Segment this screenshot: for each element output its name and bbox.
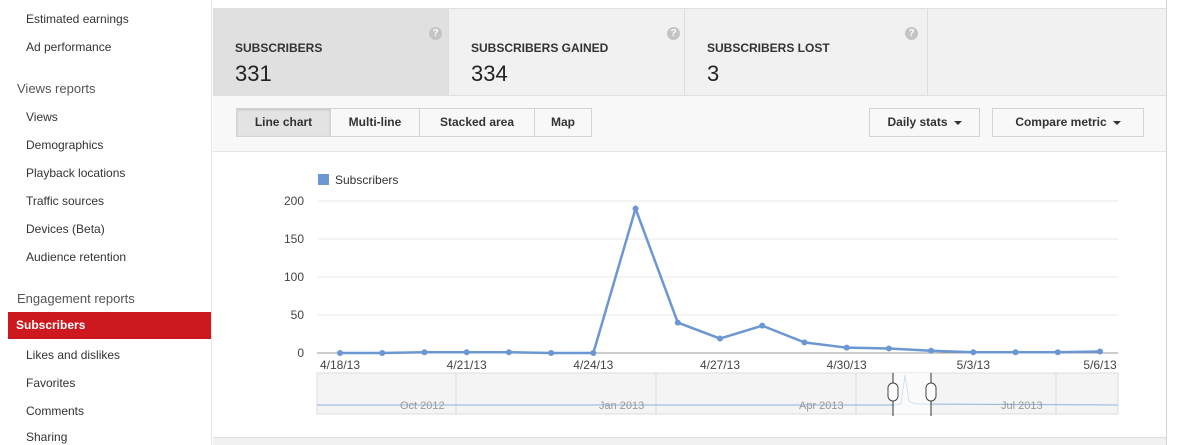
data-point[interactable] [675,320,681,326]
data-point[interactable] [590,350,596,356]
data-point[interactable] [379,350,385,356]
help-icon[interactable]: ? [429,27,442,40]
compare-metric-label: Compare metric [1015,115,1107,129]
sidebar-item-estimated-earnings[interactable]: Estimated earnings [26,12,129,26]
data-point[interactable] [506,349,512,355]
data-point[interactable] [548,350,554,356]
metric-label: SUBSCRIBERS [235,41,323,55]
sidebar-item-views[interactable]: Views [26,110,58,124]
y-tick-label: 50 [290,308,304,322]
sidebar-item-favorites[interactable]: Favorites [26,376,76,390]
page-border [1166,0,1167,445]
x-tick-label: 5/6/13 [1083,358,1117,372]
timeline-label: Jan 2013 [599,400,645,412]
sidebar [0,0,212,445]
data-point[interactable] [801,339,807,345]
daily-stats-label: Daily stats [887,115,948,129]
sidebar-item-likes-and-dislikes[interactable]: Likes and dislikes [26,348,121,362]
sidebar-item-devices[interactable]: Devices (Beta) [26,222,105,236]
y-tick-label: 150 [283,232,304,246]
x-tick-label: 4/18/13 [319,358,361,372]
data-point[interactable] [844,345,850,351]
metric-value: 3 [707,61,720,86]
sidebar-item-ad-performance[interactable]: Ad performance [26,40,112,54]
stacked-area-button[interactable]: Stacked area [419,108,535,137]
data-point[interactable] [1013,349,1019,355]
series-line-subscribers [340,209,1100,353]
timeline-navigator[interactable] [317,373,1118,416]
x-tick-label: 5/3/13 [956,358,991,372]
data-point[interactable] [759,323,765,329]
timeline-label: Oct 2012 [400,400,445,412]
data-point[interactable] [1097,348,1103,354]
x-tick-label: 4/24/13 [573,358,614,372]
sidebar-item-subscribers-label: Subscribers [16,318,86,332]
legend-label: Subscribers [335,173,399,187]
daily-stats-dropdown[interactable] [869,108,980,137]
data-point[interactable] [928,348,934,354]
metrics-bar [213,8,1167,96]
data-point[interactable] [886,345,892,351]
help-icon[interactable]: ? [905,27,918,40]
y-tick-label: 100 [283,270,304,284]
data-point[interactable] [337,350,343,356]
data-point[interactable] [633,206,639,212]
x-tick-label: 4/21/13 [446,358,487,372]
metric-subscribers[interactable] [213,9,449,95]
metric-label: SUBSCRIBERS LOST [707,41,830,55]
sidebar-item-playback-locations[interactable]: Playback locations [26,166,126,180]
metric-subscribers-gained[interactable] [449,9,685,95]
timeline-label: Apr 2013 [799,400,844,412]
data-point[interactable] [421,349,427,355]
chart-area [213,153,1167,437]
data-point[interactable] [464,349,470,355]
bottom-bar [213,437,1167,445]
sidebar-item-comments[interactable]: Comments [26,404,85,418]
x-tick-label: 4/30/13 [826,358,867,372]
multi-line-button[interactable]: Multi-line [330,108,420,137]
sidebar-item-traffic-sources[interactable]: Traffic sources [26,194,105,208]
data-point[interactable] [970,349,976,355]
y-tick-label: 200 [283,194,304,208]
metric-subscribers-lost[interactable] [685,9,928,95]
compare-metric-dropdown[interactable] [992,108,1144,137]
timeline-handle-right[interactable] [926,383,936,401]
metric-value: 331 [235,61,272,86]
map-button[interactable]: Map [534,108,592,137]
line-chart-button[interactable]: Line chart [236,108,331,137]
sidebar-item-demographics[interactable]: Demographics [26,138,104,152]
chart-toolbar [213,96,1167,152]
sidebar-heading-views-reports: Views reports [17,81,96,96]
metric-value: 334 [471,61,508,86]
sidebar-item-subscribers[interactable] [8,312,211,339]
sidebar-item-audience-retention[interactable]: Audience retention [26,250,127,264]
sidebar-item-sharing[interactable]: Sharing [26,430,68,444]
sidebar-heading-engagement-reports: Engagement reports [17,291,135,306]
metric-label: SUBSCRIBERS GAINED [471,41,609,55]
timeline-label: Jul 2013 [1001,400,1043,412]
main-panel [213,0,1167,445]
help-icon[interactable]: ? [667,27,680,40]
caret-down-icon [954,121,962,125]
subscribers-line-chart [213,153,1167,437]
y-tick-label: 0 [297,346,304,360]
data-point[interactable] [1055,349,1061,355]
data-point[interactable] [717,336,723,342]
timeline-handle-left[interactable] [888,383,898,401]
legend-swatch [318,174,329,185]
x-tick-label: 4/27/13 [699,358,741,372]
caret-down-icon [1113,121,1121,125]
